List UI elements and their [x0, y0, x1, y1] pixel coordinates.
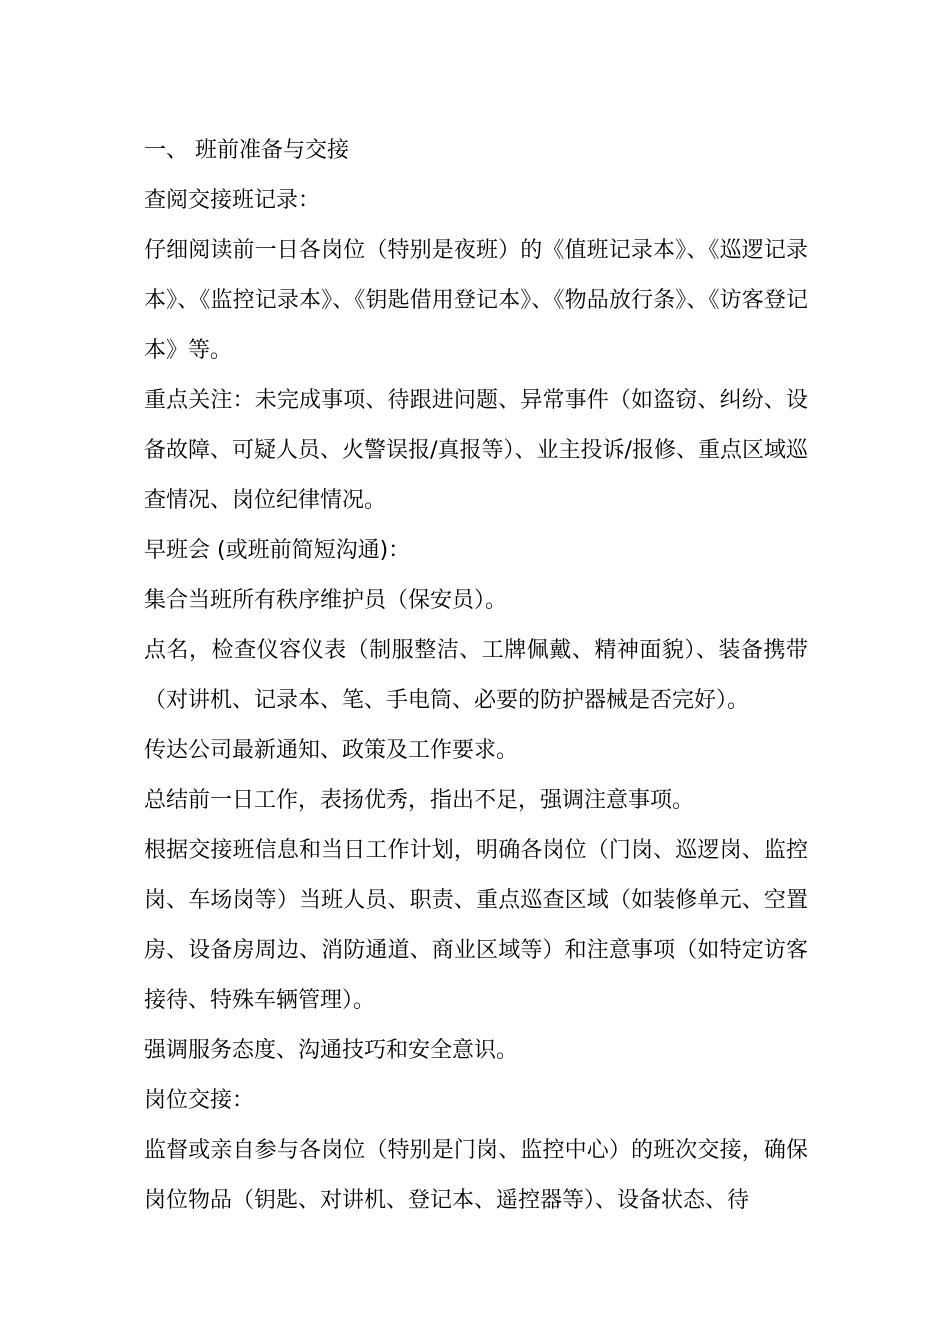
- paragraph-assemble-staff: 集合当班所有秩序维护员（保安员）。: [144, 588, 508, 613]
- paragraph-summary: 总结前一日工作，表扬优秀，指出不足，强调注意事项。: [144, 788, 695, 813]
- subheading-post-handover: 岗位交接：: [144, 1088, 255, 1113]
- subheading-morning-meeting: 早班会 (或班前简短沟通)：: [144, 538, 411, 563]
- paragraph-post-assignment: 根据交接班信息和当日工作计划，明确各岗位（门岗、巡逻岗、监控岗、车场岗等）当班人员、职责、重点巡查区域（如装修单元、空置房、设备房周边、消防通道、商业区域等）和注意事项（如特定访客接待、特殊车辆管理）。: [144, 838, 808, 1013]
- document-body: [144, 126, 808, 1226]
- paragraph-notices: 传达公司最新通知、政策及工作要求。: [144, 738, 519, 763]
- paragraph-service-attitude: 强调服务态度、沟通技巧和安全意识。: [144, 1038, 519, 1063]
- section-heading: 一、 班前准备与交接: [144, 138, 349, 163]
- paragraph-supervise-handover: 监督或亲自参与各岗位（特别是门岗、监控中心）的班次交接，确保岗位物品（钥匙、对讲机、登记本、遥控器等）、设备状态、待: [144, 1138, 808, 1213]
- paragraph-roll-call: 点名，检查仪容仪表（制服整洁、工牌佩戴、精神面貌）、装备携带（对讲机、记录本、笔、手电筒、必要的防护器械是否完好）。: [144, 638, 808, 713]
- paragraph-read-records: 仔细阅读前一日各岗位（特别是夜班）的《值班记录本》、《巡逻记录本》、《监控记录本》、《钥匙借用登记本》、《物品放行条》、《访客登记本》等。: [144, 238, 808, 363]
- subheading-handover-records: 查阅交接班记录：: [144, 188, 321, 213]
- paragraph-key-focus: 重点关注：未完成事项、待跟进问题、异常事件（如盗窃、纠纷、设备故障、可疑人员、火警误报/真报等）、业主投诉/报修、重点区域巡查情况、岗位纪律情况。: [144, 388, 808, 513]
